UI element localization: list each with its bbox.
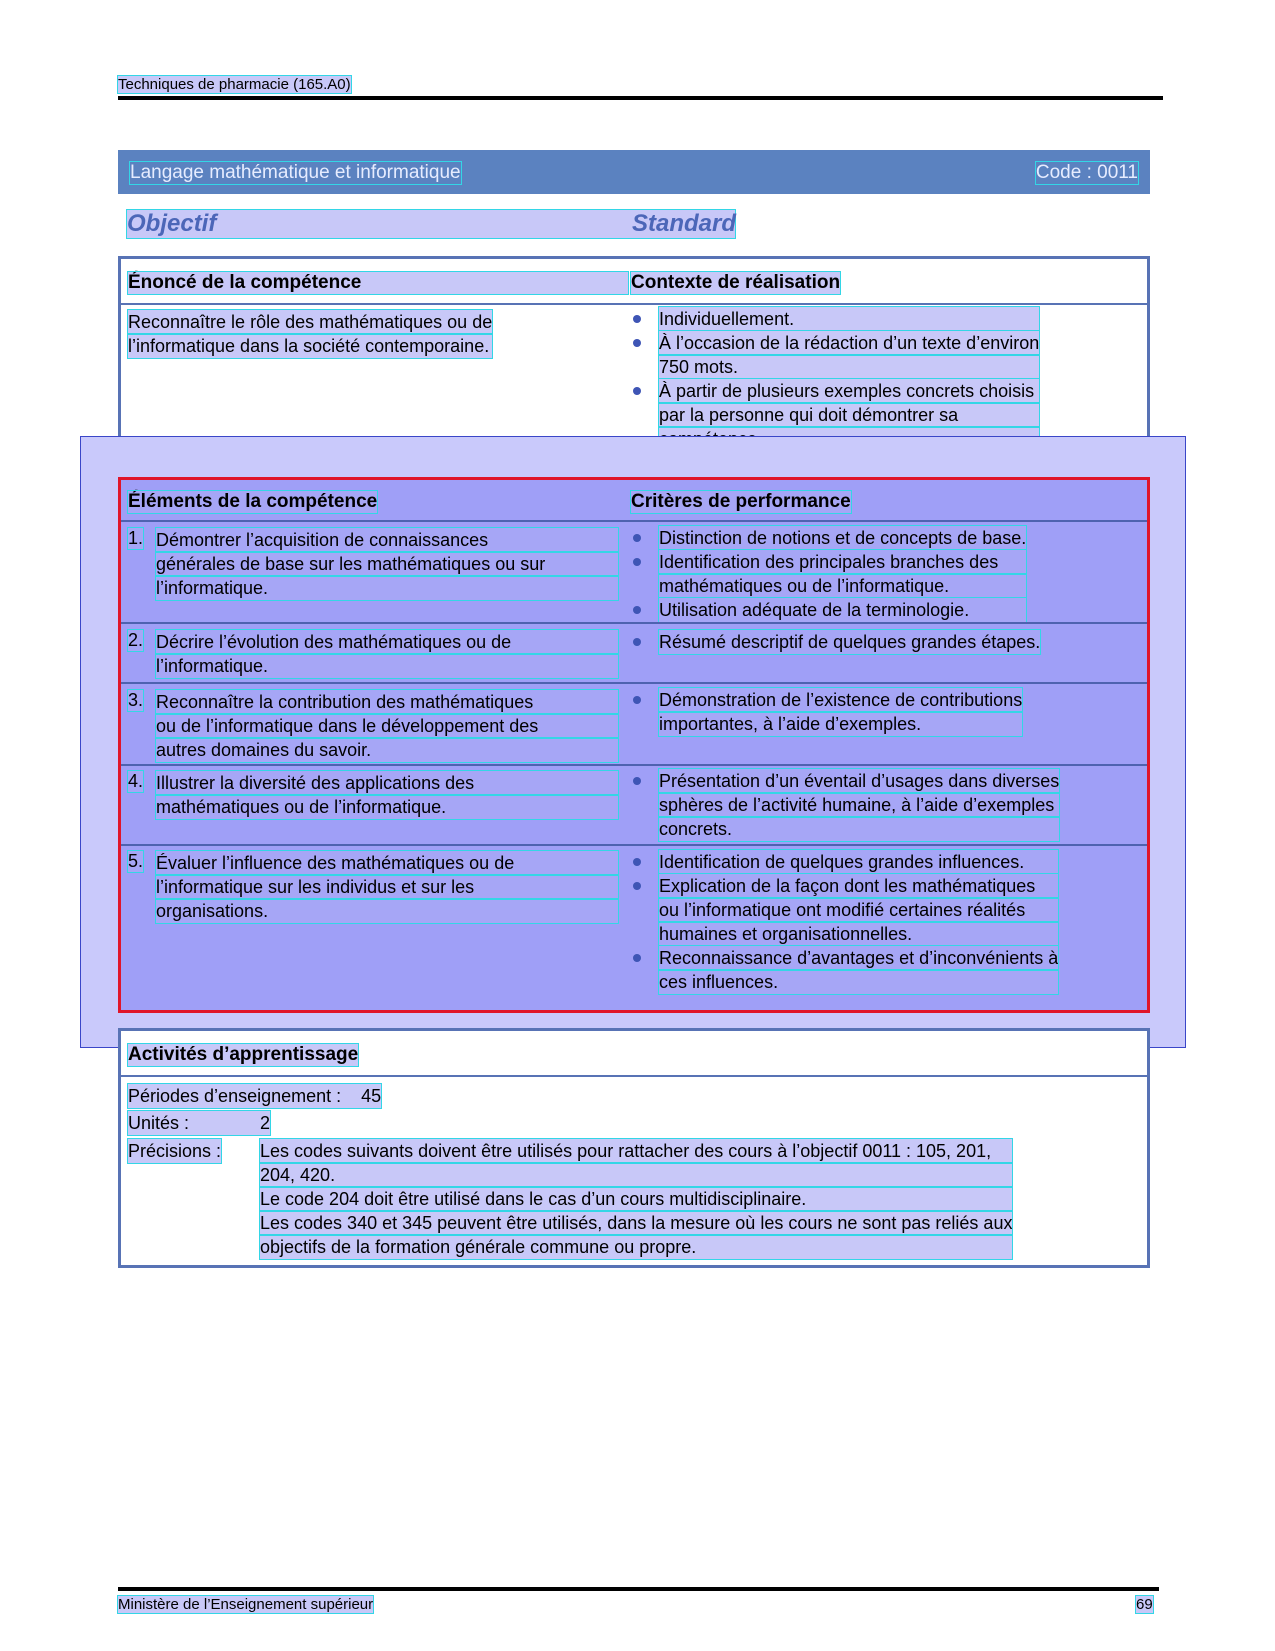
competence-table — [118, 256, 1150, 462]
critere-line: Distinction de notions et de concepts de base. — [659, 528, 1027, 548]
unites-label: Unités : — [128, 1113, 190, 1133]
criteres-header: Critères de performance — [631, 491, 851, 512]
criteres-row-3 — [631, 688, 1022, 736]
element-line: organisations. — [156, 899, 618, 923]
critere-item — [631, 630, 1040, 654]
element-line: ou de l’informatique dans le développement des — [156, 714, 618, 738]
contexte-list — [631, 307, 1039, 451]
element-line: l’informatique sur les individus et sur les — [156, 875, 618, 899]
critere-item — [631, 526, 1026, 550]
row-divider — [121, 682, 1147, 684]
precisions-line: Les codes suivants doivent être utilisés pour rattacher des cours à l’objectif 0011 : 105, 201, — [260, 1139, 1012, 1163]
header-rule — [118, 96, 1163, 100]
contexte-line: Individuellement. — [659, 307, 1039, 331]
periodes-value: 45 — [361, 1086, 382, 1106]
enonce-header: Énoncé de la compétence — [128, 272, 628, 294]
criteres-row-5 — [631, 850, 1058, 994]
bullet-icon — [633, 339, 641, 347]
objective-title: Langage mathématique et informatique — [130, 162, 461, 183]
activites-header: Activités d’apprentissage — [128, 1044, 359, 1065]
bullet-icon — [633, 558, 641, 566]
critere-line: ces influences. — [659, 970, 1058, 994]
critere-line: importantes, à l’aide d’exemples. — [659, 712, 1022, 736]
unites-value: 2 — [260, 1113, 271, 1133]
element-number: 5. — [128, 851, 144, 871]
critere-line: Identification des principales branches des — [659, 550, 1026, 574]
bullet-icon — [633, 954, 641, 962]
enonce-line: Reconnaître le rôle des mathématiques ou de — [128, 312, 493, 332]
element-number: 3. — [128, 690, 144, 710]
element-row-1 — [128, 528, 618, 600]
criteres-row-1 — [631, 526, 1026, 622]
section-objectif: Objectif — [127, 210, 735, 238]
row-divider — [121, 764, 1147, 766]
critere-line: mathématiques ou de l’informatique. — [659, 574, 1026, 598]
element-line: l’informatique. — [156, 654, 618, 678]
precisions-line: objectifs de la formation générale commune ou propre. — [260, 1235, 1012, 1259]
bullet-icon — [633, 696, 641, 704]
bullet-icon — [633, 858, 641, 866]
element-line: générales de base sur les mathématiques ou sur — [156, 552, 618, 576]
page-number: 69 — [1136, 1596, 1153, 1613]
row-divider — [121, 622, 1147, 624]
criteres-row-4 — [631, 769, 1059, 841]
contexte-line: À partir de plusieurs exemples concrets choisis — [659, 379, 1039, 403]
element-row-3 — [128, 690, 618, 762]
activites-header-row — [121, 1031, 1147, 1077]
bullet-icon — [633, 534, 641, 542]
section-standard: Standard — [632, 210, 737, 237]
element-line: Décrire l’évolution des mathématiques ou de — [156, 630, 618, 654]
contexte-line: 750 mots. — [659, 355, 1039, 379]
critere-item — [631, 850, 1058, 874]
objective-code: Code : 0011 — [1035, 162, 1138, 183]
periodes-label: Périodes d’enseignement : — [128, 1086, 342, 1106]
contexte-item — [631, 331, 1039, 379]
bullet-icon — [633, 777, 641, 785]
critere-item — [631, 874, 1058, 946]
footer-rule — [118, 1587, 1159, 1591]
element-line: Illustrer la diversité des applications des — [156, 771, 618, 795]
criteres-row-2 — [631, 630, 1040, 654]
element-row-2 — [128, 630, 618, 678]
bullet-icon — [633, 606, 641, 614]
unites-row — [128, 1111, 270, 1135]
precisions-line: 204, 420. — [260, 1163, 1012, 1187]
critere-item — [631, 688, 1022, 736]
precisions-label: Précisions : — [128, 1141, 222, 1161]
periodes-row — [128, 1084, 381, 1108]
critere-item — [631, 550, 1026, 598]
critere-line: humaines et organisationnelles. — [659, 922, 1058, 946]
contexte-header: Contexte de réalisation — [631, 272, 841, 293]
elements-header: Éléments de la compétence — [128, 491, 378, 512]
element-line: Démontrer l’acquisition de connaissances — [156, 528, 618, 552]
critere-line: Démonstration de l’existence de contributions — [659, 690, 1023, 710]
critere-line: Explication de la façon dont les mathématiques — [659, 874, 1058, 898]
elements-table — [118, 477, 1150, 1013]
enonce-line: l’informatique dans la société contemporaine. — [128, 334, 492, 358]
element-row-4 — [128, 771, 618, 819]
critere-line: sphères de l’activité humaine, à l’aide d’exemples — [659, 793, 1059, 817]
bullet-icon — [633, 387, 641, 395]
bullet-icon — [633, 638, 641, 646]
element-line: l’informatique. — [156, 576, 618, 600]
element-line: Reconnaître la contribution des mathématiques — [156, 690, 618, 714]
precisions-text — [260, 1139, 1012, 1259]
activites-table — [118, 1028, 1150, 1268]
competence-header-row — [121, 259, 1147, 305]
title-bar — [118, 150, 1150, 194]
precisions-line: Les codes 340 et 345 peuvent être utilisés, dans la mesure où les cours ne sont pas reliés aux — [260, 1213, 1013, 1233]
footer-ministry: Ministère de l’Enseignement supérieur — [118, 1596, 374, 1613]
contexte-line: À l’occasion de la rédaction d’un texte d’environ — [659, 333, 1040, 353]
row-divider — [121, 844, 1147, 846]
critere-line: Identification de quelques grandes influences. — [659, 850, 1058, 874]
critere-line: Reconnaissance d’avantages et d’inconvénients à — [659, 948, 1059, 968]
critere-line: Utilisation adéquate de la terminologie. — [659, 598, 1026, 622]
precisions-line: Le code 204 doit être utilisé dans le cas d’un cours multidisciplinaire. — [260, 1187, 1012, 1211]
critere-line: Résumé descriptif de quelques grandes étapes. — [659, 632, 1041, 652]
contexte-item — [631, 307, 1039, 331]
element-number: 1. — [128, 528, 144, 548]
critere-item — [631, 946, 1058, 994]
running-header: Techniques de pharmacie (165.A0) — [118, 76, 351, 93]
critere-line: concrets. — [659, 817, 1059, 841]
element-line: Évaluer l’influence des mathématiques ou de — [156, 851, 618, 875]
bullet-icon — [633, 315, 641, 323]
critere-item — [631, 598, 1026, 622]
element-row-5 — [128, 851, 618, 923]
element-line: autres domaines du savoir. — [156, 738, 618, 762]
enonce-text — [128, 310, 492, 358]
element-number: 4. — [128, 771, 144, 791]
critere-line: ou l’informatique ont modifié certaines réalités — [659, 898, 1058, 922]
contexte-line: par la personne qui doit démontrer sa — [659, 403, 1039, 427]
row-divider — [121, 520, 1147, 522]
element-line: mathématiques ou de l’informatique. — [156, 795, 618, 819]
critere-line: Présentation d’un éventail d’usages dans diverses — [659, 771, 1060, 791]
element-number: 2. — [128, 630, 144, 650]
bullet-icon — [633, 882, 641, 890]
critere-item — [631, 769, 1059, 841]
